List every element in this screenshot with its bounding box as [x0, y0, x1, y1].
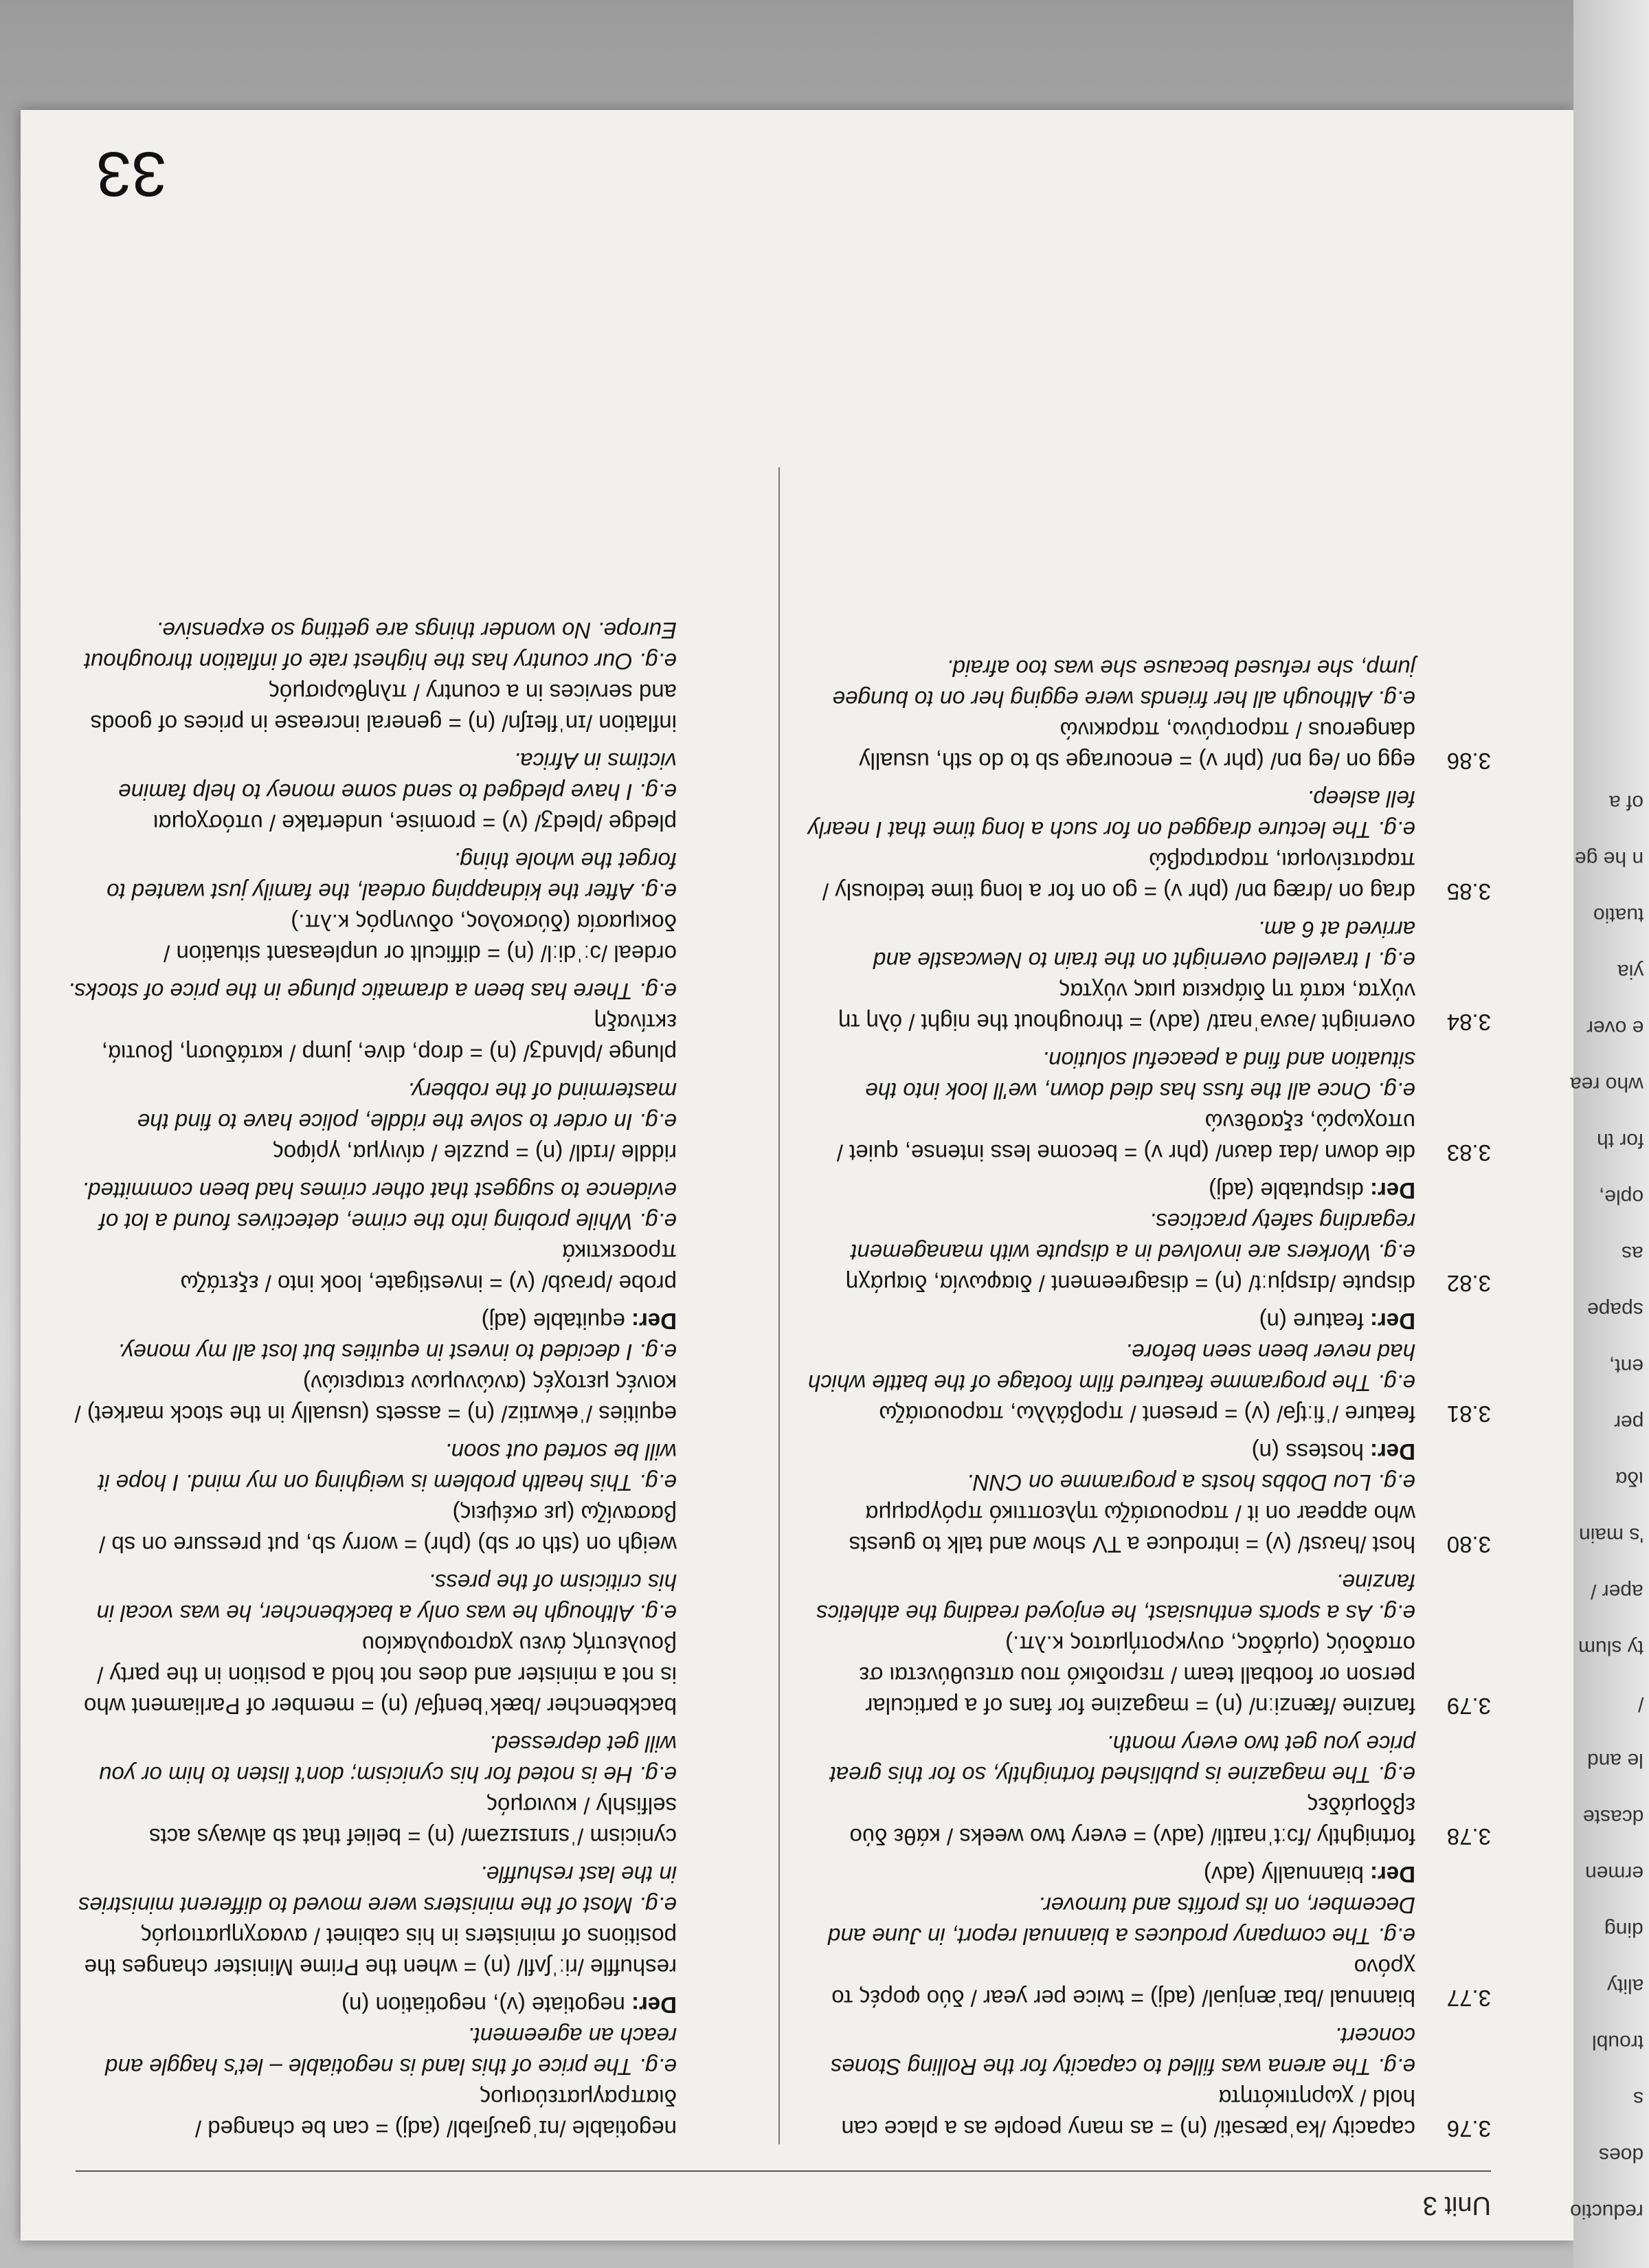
entry-number: 3.79	[1446, 1693, 1491, 1719]
book-page	[21, 110, 1573, 2241]
entry-definition: ordeal /ɔːˈdiːl/ (n) = difficult or unpleasant situation / δοκιμασία (δύσκολος, οδυνηρός κ.λπ.)	[164, 910, 677, 966]
entry-number: 3.85	[1446, 879, 1491, 904]
facing-page-fragment: troubl	[1591, 2031, 1644, 2054]
vocabulary-entry	[65, 1728, 752, 1852]
vocabulary-entry	[804, 1567, 1491, 1722]
entry-example: e.g. As a sports enthusiast, he enjoyed reading the athletics fanzine.	[816, 1570, 1415, 1626]
entry-definition: plunge /plʌndʒ/ (n) = drop, dive, jump / κατάδυση, βουτιά, εκτίναξη	[101, 1010, 677, 1066]
vocabulary-entry	[65, 1859, 752, 1983]
facing-page-fragment: spape	[1587, 1298, 1644, 1321]
facing-page-fragment: ty slum	[1578, 1636, 1644, 1659]
facing-page-fragments	[1568, 0, 1644, 2268]
entry-definition: equities /ˈekwɪtiz/ (n) = assets (usually in the stock market) / κοινές μετοχές (ανώνυμων εταιρειών)	[74, 1370, 677, 1427]
entry-example: e.g. I have pledged to send some money to help famine victims in Africa.	[118, 748, 677, 805]
entry-definition: capacity /kəˈpæsəti/ (n) = as many people as a place can hold / χωρητικότητα	[841, 2085, 1415, 2142]
entry-example: e.g. The price of this land is negotiable – let's haggle and reach an agreement.	[105, 2023, 677, 2080]
derivative-value: disputable (adj)	[1209, 1178, 1364, 1203]
entry-derivative	[804, 1859, 1415, 1890]
vocabulary-entry	[65, 1175, 752, 1299]
derivative-value: hostess (n)	[1251, 1439, 1364, 1465]
entry-definition: biannual /baɪˈænjuəl/ (adj) = twice per year / δύο φορές το χρόνο	[831, 1955, 1415, 2011]
entry-derivative	[804, 1175, 1415, 1206]
facing-page-fragment: who rea	[1570, 1073, 1644, 1096]
entry-derivative	[65, 1990, 677, 2021]
vocabulary-entry	[804, 1045, 1491, 1168]
derivative-value: equitable (adj)	[481, 1309, 625, 1334]
unit-label: Unit 3	[1422, 2191, 1491, 2220]
derivative-value: feature (n)	[1259, 1309, 1364, 1334]
derivative-label: Der:	[625, 1992, 677, 2018]
entry-number: 3.84	[1446, 1010, 1491, 1035]
entry-example: e.g. Although all her friends were egging her on to bungee jump, she refused because she was too afraid.	[832, 656, 1415, 712]
vocabulary-entry	[65, 1567, 752, 1722]
entry-definition: weigh on (sth or sb) (phr) = worry sb, put pressure on sb / βασανίζω (με σκέψεις)	[99, 1501, 677, 1557]
facing-page-fragment: s	[1633, 2087, 1644, 2110]
entry-definition: backbencher /bækˈbentʃə/ (n) = member of Parliament who is not a minister and does not hold a position in the party / βουλευτής άνευ χαρτοφυλακίου	[84, 1632, 677, 1719]
vocabulary-column-left	[804, 646, 1491, 2144]
vocabulary-entry	[65, 1306, 752, 1430]
entry-example: e.g. The company produces a biannual report, in June and December, on its profits and turnover.	[828, 1893, 1415, 1949]
vocabulary-entry	[65, 1990, 752, 2144]
entry-definition: egg on /eɡ ɒn/ (phr v) = encourage sb to do sth, usually dangerous / παροτρύνω, παρακινώ	[859, 718, 1415, 774]
facing-page-fragment: ent,	[1608, 1355, 1644, 1377]
entry-example: e.g. Once all the fuss has died down, we'll look into the situation and find a peaceful solution.	[865, 1047, 1415, 1104]
facing-page-fragment: ding	[1604, 1918, 1644, 1941]
facing-page-fragment: ople,	[1598, 1186, 1644, 1208]
entry-definition: probe /prəʊb/ (v) = investigate, look into / εξετάζω προσεκτικά	[180, 1240, 677, 1296]
vocabulary-entry	[804, 1175, 1491, 1299]
facing-page-fragment: 's main	[1578, 1524, 1644, 1546]
facing-page-fragment: ermen	[1584, 1862, 1644, 1885]
entry-example: e.g. The arena was filled to capacity for the Rolling Stones concert.	[830, 2023, 1415, 2080]
vocabulary-entry	[804, 1436, 1491, 1560]
column-divider	[778, 467, 780, 2144]
facing-page-fragment: tuatio	[1593, 904, 1644, 926]
vocabulary-entry	[804, 653, 1491, 777]
derivative-label: Der:	[1363, 1178, 1415, 1203]
entry-example: e.g. He is noted for his cynicism; don't listen to him or you will get depressed.	[99, 1731, 677, 1788]
vocabulary-entry	[65, 1436, 752, 1560]
entry-derivative	[65, 1306, 677, 1337]
entry-number: 3.78	[1446, 1824, 1491, 1849]
vocabulary-entry	[65, 1076, 752, 1168]
facing-page-fragment: /	[1637, 1693, 1644, 1715]
facing-page-fragment: le and	[1587, 1749, 1644, 1772]
vocabulary-entry	[804, 914, 1491, 1038]
entry-number: 3.82	[1446, 1271, 1491, 1296]
entry-example: e.g. The lecture dragged on for such a long time that I nearly fell asleep.	[807, 786, 1415, 843]
entry-example: e.g. While probing into the crime, detectives found a lot of evidence to suggest that other crimes had been committed.	[82, 1178, 677, 1234]
entry-example: e.g. Most of the ministers were moved to different ministries in the last reshuffle.	[78, 1862, 677, 1918]
entry-number: 3.83	[1446, 1140, 1491, 1166]
entry-example: e.g. This health problem is weighing on my mind. I hope it will be sorted out soon.	[98, 1439, 677, 1496]
facing-page-fragment: reductio	[1570, 2200, 1644, 2223]
derivative-label: Der:	[1363, 1862, 1415, 1887]
facing-page-fragment: for th	[1596, 1129, 1644, 1152]
entry-derivative	[804, 1436, 1415, 1467]
derivative-label: Der:	[625, 1309, 677, 1334]
entry-definition: pledge /pledʒ/ (v) = promise, undertake / υπόσχομαι	[153, 810, 677, 836]
entry-example: e.g. The magazine is published fortnightly, so for this great price you get two every month.	[829, 1731, 1415, 1788]
derivative-value: negotiate (v), negotiation (n)	[341, 1992, 625, 2018]
entry-example: e.g. I decided to invest in equities but lost all my money.	[117, 1339, 677, 1365]
entry-example: e.g. Our country has the highest rate of inflation throughout Europe. No wonder things are getting so expensive.	[84, 618, 677, 674]
entry-definition: host /həʊst/ (v) = introduce a TV show and talk to guests who appear on it / παρουσιάζω τηλεοπτικό πρόγραμμα	[849, 1501, 1415, 1557]
facing-page-fragment: dcaste	[1582, 1805, 1644, 1828]
facing-page-fragment: of a	[1608, 791, 1644, 814]
vocabulary-entry	[804, 1306, 1491, 1430]
facing-page-fragment: aper /	[1591, 1580, 1644, 1603]
entry-example: e.g. I travelled overnight on the train to Newcastle and arrived at 6 am.	[873, 917, 1415, 973]
entry-definition: fanzine /fænziːn/ (n) = magazine for fans of a particular person or football team / περιοδικό που απευθύνεται σε οπαδούς (ομάδας, συγκροτήματος κ.λπ.)	[859, 1632, 1415, 1719]
vocabulary-entry	[65, 976, 752, 1069]
facing-page-fragment: n he ge	[1574, 847, 1644, 870]
entry-derivative	[804, 1306, 1415, 1337]
vocabulary-entry	[804, 1728, 1491, 1852]
facing-page-fragment: per	[1613, 1411, 1644, 1434]
vocabulary-entry	[65, 845, 752, 969]
entry-example: e.g. Lou Dobbs hosts a programme on CNN.	[967, 1470, 1415, 1496]
entry-definition: die down /daɪ daʊn/ (phr v) = become less intense, quiet / υποχωρώ, εξασθενώ	[836, 1109, 1415, 1166]
facing-page-fragment: does	[1598, 2144, 1644, 2166]
entry-example: e.g. In order to solve the riddle, police have to find the mastermind of the robbery.	[137, 1078, 677, 1135]
entry-definition: inflation /ɪnˈfleɪʃn/ (n) = general increase in prices of goods and services in a country / πληθωρισμός	[90, 680, 677, 736]
vocabulary-entry	[804, 783, 1491, 907]
entry-example: e.g. Workers are involved in a dispute with management regarding safety practices.	[851, 1209, 1415, 1265]
facing-page-fragment: as	[1622, 1242, 1644, 1265]
entry-definition: feature /ˈfiːtʃə/ (v) = present / προβάλλω, παρουσιάζω	[879, 1401, 1415, 1427]
entry-number: 3.80	[1446, 1532, 1491, 1557]
facing-page-fragment: ality	[1606, 1975, 1644, 1997]
vocabulary-column-right	[65, 608, 752, 2144]
vocabulary-entry	[804, 2021, 1491, 2144]
entry-example: e.g. Although he was only a backbencher, he was vocal in his criticism of the press.	[96, 1570, 677, 1626]
entry-definition: drag on /dræɡ ɒn/ (phr v) = go on for a long time tediously / παρατείνομαι, παρατραβώ	[822, 848, 1415, 904]
derivative-value: biannually (adv)	[1203, 1862, 1364, 1887]
derivative-label: Der:	[1363, 1309, 1415, 1334]
facing-page-fragment: ιδα	[1615, 1467, 1644, 1490]
vocabulary-entry	[65, 746, 752, 838]
entry-example: e.g. After the kidnapping ordeal, the family just wanted to forget the whole thing.	[106, 848, 677, 904]
vocabulary-entry	[65, 615, 752, 739]
entry-definition: dispute /dɪspjuːt/ (n) = disagreement / διαφωνία, διαμάχη	[845, 1271, 1415, 1296]
entry-number: 3.77	[1446, 1986, 1491, 2011]
entry-definition: negotiable /nɪˈɡəʊʃiəbl/ (adj) = can be changed / διαπραγματεύσιμος	[194, 2085, 677, 2142]
vocabulary-entry	[804, 1859, 1491, 2014]
entry-number: 3.86	[1446, 748, 1491, 774]
entry-example: e.g. The programme featured film footage of the battle which had never been seen before.	[807, 1339, 1415, 1396]
entry-example: e.g. There has been a dramatic plunge in the price of stocks.	[67, 979, 677, 1004]
entry-definition: fortnightly /fɔːtˈnaɪtli/ (adv) = every two weeks / κάθε δύο εβδομάδες	[849, 1793, 1415, 1849]
header-rule	[76, 2170, 1491, 2172]
facing-page-fragment: yia	[1617, 960, 1644, 983]
entry-definition: riddle /rɪdl/ (n) = puzzle / αίνιγμα, γρίφος	[272, 1140, 677, 1166]
entry-number: 3.81	[1446, 1401, 1491, 1427]
entry-definition: cynicism /ˈsɪnɪsɪzəm/ (n) = belief that sb always acts selfishly / κυνισμός	[149, 1793, 677, 1849]
page-number: 33	[96, 139, 167, 209]
entry-number: 3.76	[1446, 2116, 1491, 2142]
entry-definition: overnight /əʊvəˈnaɪt/ (adv) = throughout the night / όλη τη νύχτα, κατά τη διάρκεια μιας νύχτας	[838, 979, 1415, 1035]
derivative-label: Der:	[1363, 1439, 1415, 1465]
book-page-content	[21, 110, 1573, 2241]
facing-page-fragment: e over	[1586, 1016, 1644, 1039]
entry-definition: reshuffle /riːˈʃʌfl/ (n) = when the Prime Minister changes the positions of ministers in his cabinet / ανασχηματισμός	[84, 1924, 677, 1980]
